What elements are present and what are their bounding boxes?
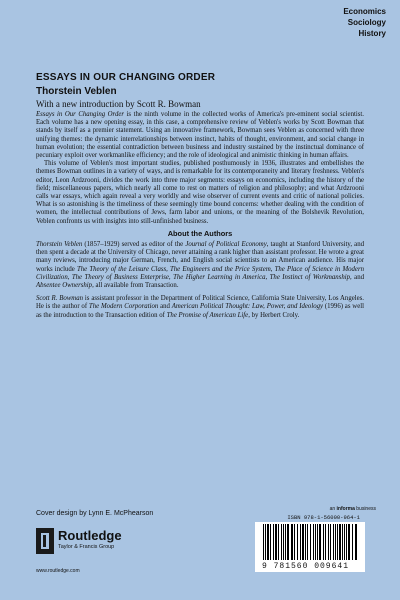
- description-paragraph-1: Essays in Our Changing Order is the ninth volume in the collected works of America's pre-eminent social scientist. Each volume has a new opening essay, in this case, a comprehensive review of Veblen's works by Scott Bowman that stands by itself as a premier statement. Using an innovative framework, Bowman sees Veblen as concerned with three unifying themes: the dynamic interrelationships between instinct, habits of thought, environment, and social change in human evolution; the essential contradiction between business and industry sustained by the instinctual dominance of pecuniary exploit over workmanlike efficiency; and the role of ideological and animistic thinking in human affairs.: [36, 111, 364, 160]
- informa-tagline: an informa business: [329, 506, 376, 512]
- barcode-digits: 9 781560 009641: [262, 562, 350, 571]
- subject-categories: [343, 6, 386, 39]
- author-name: Thorstein Veblen: [36, 86, 117, 97]
- category-economics: Economics: [343, 7, 386, 16]
- book-title: ESSAYS IN OUR CHANGING ORDER: [36, 72, 216, 83]
- description-paragraph-2: This volume of Veblen's most important studies, published posthumously in 1936, illustrates and embellishes the themes Bowman outlines in a variety of ways, and is remarkable for its contemporaneity and literary freshness. Veblen's editor, Leon Ardzrooni, divides the work into three major segments: essays on economics, including the history of the field; miscellaneous papers, which nearly all come to rest on matters of religion and philosophy; and what Ardzrooni calls war essays, which again reveal a very worldly and wise observer of current events and critic of national policies. What is so astonishing is the timeliness of these seemingly time bound concerns: whether dealing with the condition of women, the intellectual contributions of Jews, farm labor and unions, or the meaning of the Bolshevik Revolution, Veblen confronts us with insights into still-unfinished business.: [36, 160, 364, 225]
- routledge-logo-icon: [36, 528, 54, 554]
- category-sociology: Sociology: [347, 18, 386, 27]
- barcode-bars-icon: [255, 524, 365, 564]
- book-title-italic: Essays in Our Changing Order: [36, 111, 125, 118]
- publisher-url: www.routledge.com: [36, 568, 80, 574]
- introduction-credit: With a new introduction by Scott R. Bowman: [36, 99, 201, 109]
- category-history: History: [358, 29, 386, 38]
- about-authors-heading: About the Authors: [167, 228, 233, 238]
- isbn-text: ISBN 978-1-56000-964-1: [287, 514, 360, 521]
- description-body: [36, 111, 364, 320]
- about-veblen: Thorstein Veblen (1857–1929) served as editor of the Journal of Political Economy, taught at Stanford University, and then spent a decade at the University of Chicago, never attaining a rank higher than assistant professor. He wrote a great many reviews, introducing major German, French, and English social scientists to an American audience. His major works include The Theory of the Leisure Class, The Engineers and the Price System, The Place of Science in Modern Civilization, The Theory of Business Enterprise, The Higher Learning in America, The Instinct of Workmanship, and Absentee Ownership, all available from Transaction.: [36, 241, 364, 290]
- publisher-group: Taylor & Francis Group: [58, 544, 115, 550]
- publisher-name: Routledge: [58, 528, 122, 543]
- about-bowman: Scott R. Bowman is assistant professor in the Department of Political Science, California State University, Los Angeles. He is the author of The Modern Corporation and American Political Thought: Law, Power, and Ideology (1996) as well as the introduction to the Transaction edition of The Promise of American Life, by Herbert Croly.: [36, 295, 364, 319]
- cover-design-credit: Cover design by Lynn E. McPhearson: [36, 510, 154, 517]
